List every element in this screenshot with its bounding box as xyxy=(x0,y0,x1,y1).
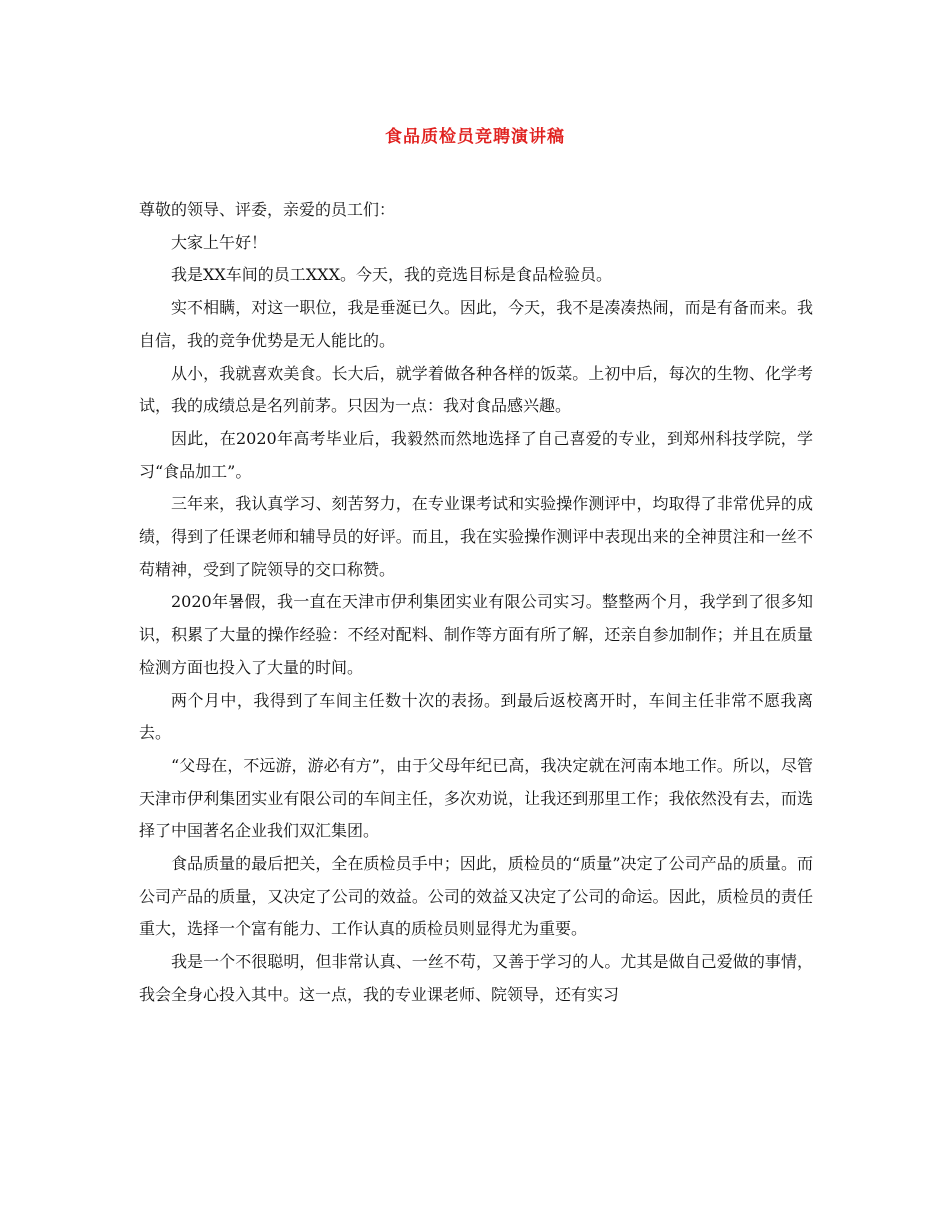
salutation-paragraph: 尊敬的领导、评委，亲爱的员工们： xyxy=(139,200,396,219)
body-paragraph: 因此，在2020年高考毕业后，我毅然而然地选择了自己喜爱的专业，到郑州科技学院，学习“食品加工”。 xyxy=(139,428,813,481)
body-paragraph: 实不相瞒，对这一职位，我是垂涎已久。因此，今天，我不是凑凑热闹，而是有备而来。我自信，我的竞争优势是无人能比的。 xyxy=(139,298,813,350)
body-paragraph: 食品质量的最后把关，全在质检员手中；因此，质检员的“质量”决定了公司产品的质量。而公司产品的质量，又决定了公司的效益。公司的效益又决定了公司的命运。因此，质检员的责任重大，选择一个富有能力、工作认真的质检员则显得尤为重要。 xyxy=(139,854,813,939)
body-paragraph: 三年来，我认真学习、刻苦努力，在专业课考试和实验操作测评中，均取得了非常优异的成绩，得到了任课老师和辅导员的好评。而且，我在实验操作测评中表现出来的全神贯注和一丝不苟精神，受到了院领导的交口称赞。 xyxy=(139,494,813,579)
document-title: 食品质检员竞聘演讲稿 xyxy=(385,127,565,147)
body-paragraph: 我是一个不很聪明，但非常认真、一丝不苟，又善于学习的人。尤其是做自己爱做的事情，我会全身心投入其中。这一点，我的专业课老师、院领导，还有实习 xyxy=(139,952,813,1004)
body-paragraph: 2020年暑假，我一直在天津市伊利集团实业有限公司实习。整整两个月，我学到了很多知识，积累了大量的操作经验：不经对配料、制作等方面有所了解，还亲自参加制作；并且在质量检测方面也投入了大量的时间。 xyxy=(139,592,813,677)
greeting-paragraph: 大家上午好！ xyxy=(171,232,268,252)
body-paragraph: “父母在，不远游，游必有方”，由于父母年纪已高，我决定就在河南本地工作。所以，尽管天津市伊利集团实业有限公司的车间主任，多次劝说，让我还到那里工作；我依然没有去，而选择了中国著名企业我们双汇集团。 xyxy=(139,755,813,841)
body-paragraph: 我是XX车间的员工XXX。今天，我的竞选目标是食品检验员。 xyxy=(171,265,612,285)
body-paragraph: 从小，我就喜欢美食。长大后，就学着做各种各样的饭菜。上初中后，每次的生物、化学考试，我的成绩总是名列前茅。只因为一点：我对食品感兴趣。 xyxy=(139,363,813,416)
body-paragraph: 两个月中，我得到了车间主任数十次的表扬。到最后返校离开时，车间主任非常不愿我离去。 xyxy=(139,690,813,743)
document-body xyxy=(139,194,813,1012)
